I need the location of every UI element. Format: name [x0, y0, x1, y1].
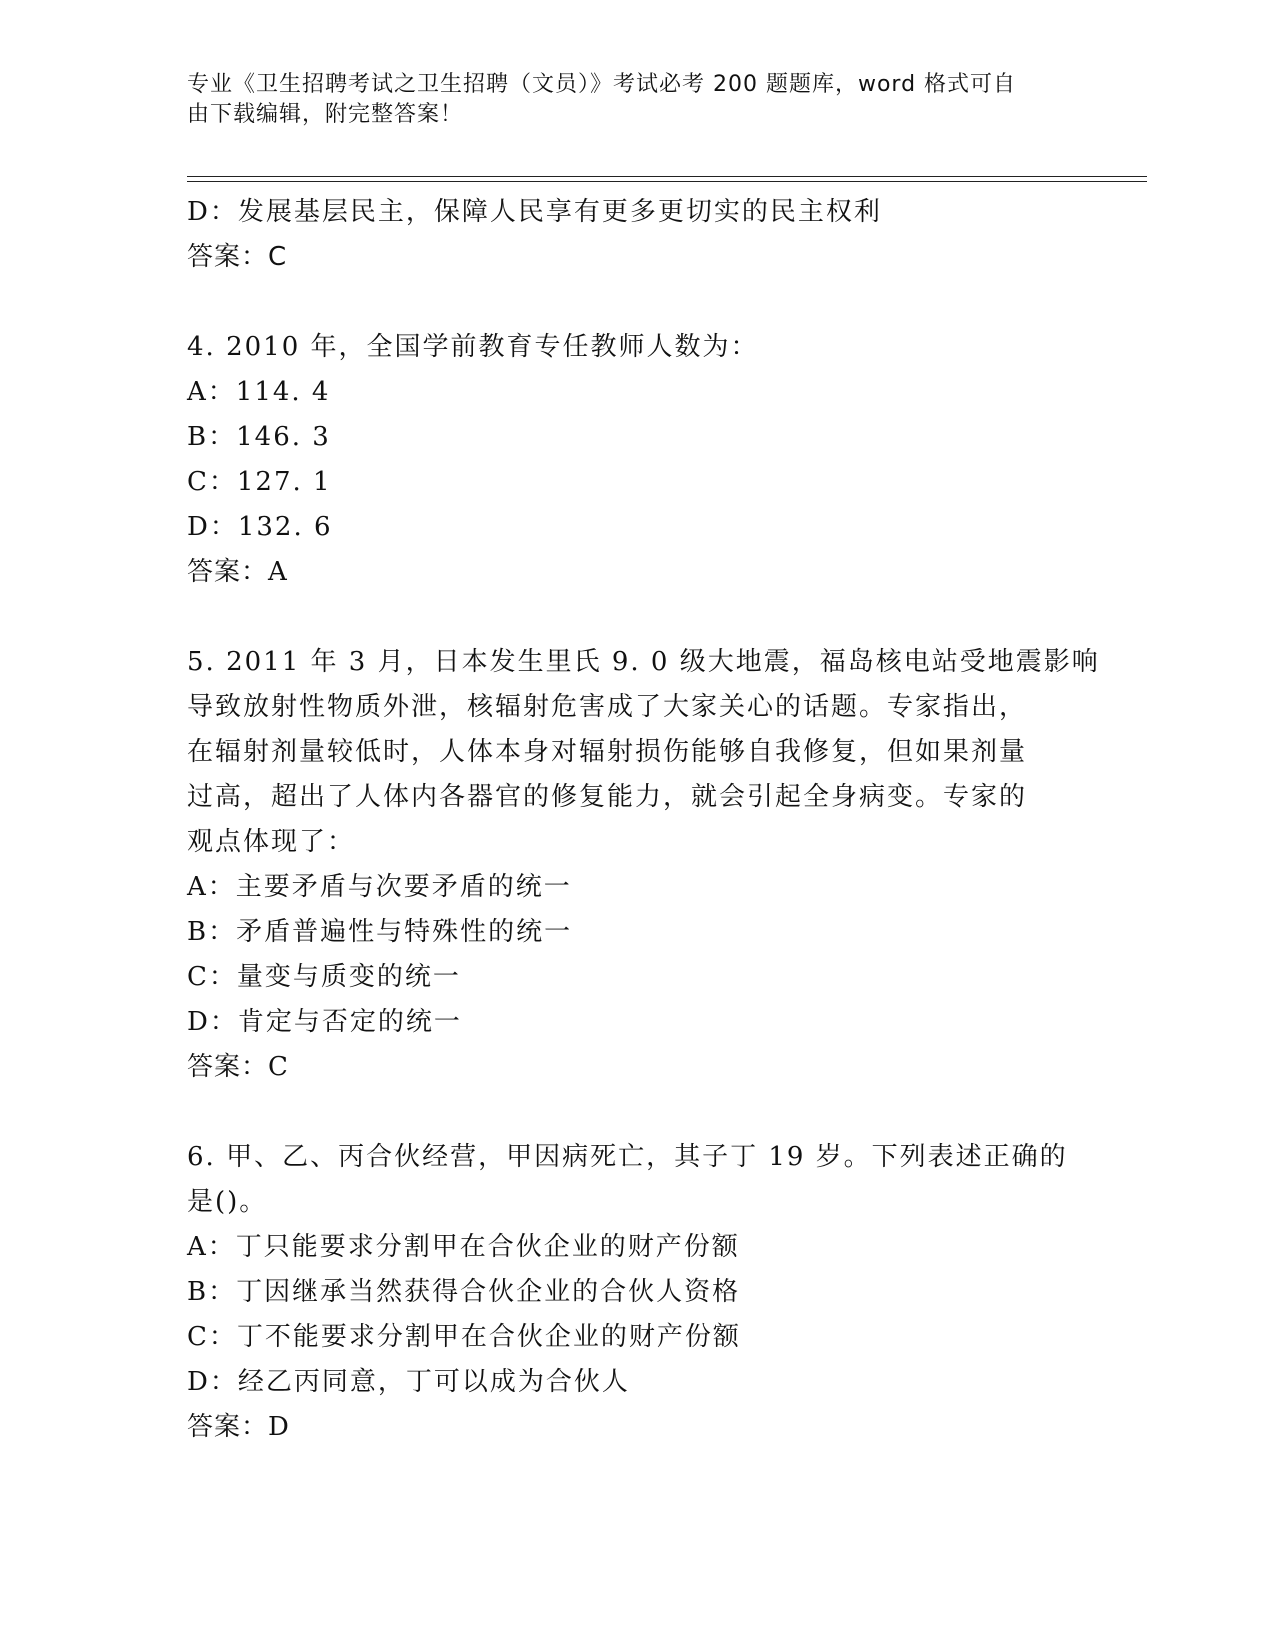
option-b: B：矛盾普遍性与特殊性的统一	[187, 917, 573, 947]
option-a: A：主要矛盾与次要矛盾的统一	[187, 872, 572, 902]
question-stem-line: 是()。	[187, 1187, 268, 1217]
answer: 答案：C	[187, 1052, 289, 1082]
option-d: D：132. 6	[187, 512, 333, 542]
question-4	[187, 325, 1087, 595]
question-6	[187, 1135, 1087, 1450]
option-b: B：丁因继承当然获得合伙企业的合伙人资格	[187, 1277, 741, 1307]
question-stem-line: 在辐射剂量较低时，人体本身对辐射损伤能够自我修复，但如果剂量	[187, 737, 1028, 767]
question-stem-line: 5. 2011 年 3 月，日本发生里氏 9. 0 级大地震，福岛核电站受地震影响	[187, 647, 1100, 677]
option-c: C：127. 1	[187, 467, 332, 497]
answer: 答案：D	[187, 1412, 290, 1442]
previous-question-tail	[187, 190, 1087, 280]
answer: 答案：A	[187, 557, 288, 587]
question-stem-line: 导致放射性物质外泄，核辐射危害成了大家关心的话题。专家指出，	[187, 692, 1028, 722]
answer: 答案：C	[187, 242, 288, 272]
option-a: A：丁只能要求分割甲在合伙企业的财产份额	[187, 1232, 740, 1262]
question-5	[187, 640, 1100, 1090]
header-line-2: 由下载编辑，附完整答案！	[187, 102, 464, 127]
header-line-1: 专业《卫生招聘考试之卫生招聘（文员）》考试必考 200 题题库，word 格式可自	[187, 72, 1017, 97]
header-divider-top	[187, 176, 1147, 177]
spacer	[187, 1090, 1087, 1135]
option-c: C：量变与质变的统一	[187, 962, 461, 992]
option-c: C：丁不能要求分割甲在合伙企业的财产份额	[187, 1322, 741, 1352]
document-body	[187, 190, 1100, 1450]
question-stem-line: 6. 甲、乙、丙合伙经营，甲因病死亡，其子丁 19 岁。下列表述正确的	[187, 1142, 1068, 1172]
document-header	[187, 70, 1067, 130]
option-a: A：114. 4	[187, 377, 331, 407]
option-d: D：肯定与否定的统一	[187, 1007, 462, 1037]
header-divider-bottom	[187, 181, 1147, 182]
question-stem-line: 过高，超出了人体内各器官的修复能力，就会引起全身病变。专家的	[187, 782, 1028, 812]
spacer	[187, 595, 1087, 640]
question-stem-line: 观点体现了：	[187, 827, 356, 857]
option-b: B：146. 3	[187, 422, 331, 452]
spacer	[187, 280, 1087, 325]
option-d: D：经乙丙同意，丁可以成为合伙人	[187, 1367, 630, 1397]
option-d: D：发展基层民主，保障人民享有更多更切实的民主权利	[187, 197, 882, 227]
question-stem: 4. 2010 年，全国学前教育专任教师人数为：	[187, 332, 759, 362]
